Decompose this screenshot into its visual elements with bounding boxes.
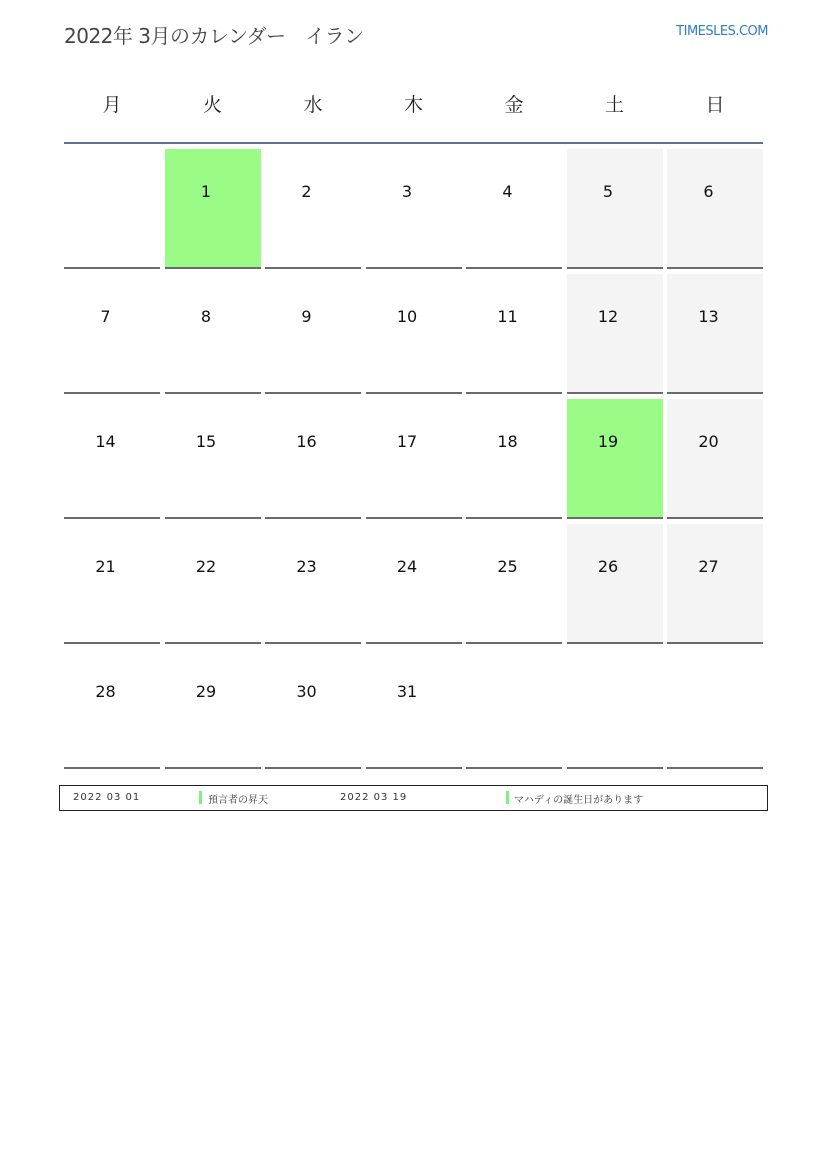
day-number: 25 <box>497 557 518 576</box>
calendar-cell-empty <box>667 649 763 769</box>
calendar-day-cell <box>64 274 160 394</box>
calendar-day-cell <box>366 524 462 644</box>
day-number: 3 <box>401 182 413 201</box>
weekday-sun: 日 <box>705 94 725 116</box>
legend-color-marker <box>199 791 202 804</box>
day-number: 16 <box>296 432 317 451</box>
day-number: 9 <box>301 307 312 326</box>
day-number: 29 <box>195 682 217 701</box>
day-number: 11 <box>497 307 518 326</box>
day-number: 4 <box>502 182 513 201</box>
calendar-day-cell <box>64 649 160 769</box>
calendar-day-cell <box>165 524 261 644</box>
day-number: 14 <box>95 432 116 451</box>
weekday-wed: 水 <box>303 94 323 116</box>
day-number: 28 <box>95 682 116 701</box>
day-number: 23 <box>296 557 317 576</box>
day-number: 2 <box>301 182 312 201</box>
weekday-mon: 月 <box>102 94 122 116</box>
calendar-day-cell <box>165 649 261 769</box>
calendar-day-cell <box>265 399 361 519</box>
page-title: 2022年 3月のカレンダー イラン <box>64 24 364 48</box>
weekday-thu: 木 <box>403 94 423 116</box>
weekday-header <box>64 90 763 120</box>
calendar-day-cell <box>165 399 261 519</box>
day-number: 13 <box>698 307 719 326</box>
calendar-day-cell <box>567 149 663 269</box>
weekday-tue: 火 <box>202 94 222 116</box>
day-number: 19 <box>597 432 619 451</box>
legend-holiday-name: マハディの誕生日があります <box>514 795 644 806</box>
calendar-cell-empty <box>567 649 663 769</box>
day-number: 31 <box>396 682 418 701</box>
day-number: 27 <box>698 557 719 576</box>
calendar-day-cell <box>265 524 361 644</box>
day-number: 12 <box>597 307 619 326</box>
calendar-cell-empty <box>466 649 562 769</box>
calendar-day-cell <box>265 149 361 269</box>
calendar-day-cell <box>165 274 261 394</box>
day-number: 8 <box>200 307 212 326</box>
holiday-legend <box>59 785 768 811</box>
calendar-day-cell <box>667 524 763 644</box>
legend-holiday-name: 預言者の昇天 <box>208 795 268 806</box>
day-number: 26 <box>597 557 619 576</box>
day-number: 21 <box>95 557 116 576</box>
weekday-sat: 土 <box>604 94 624 116</box>
calendar-day-cell <box>366 399 462 519</box>
day-number: 15 <box>195 432 217 451</box>
day-number: 17 <box>396 432 418 451</box>
calendar-day-cell <box>366 649 462 769</box>
calendar-day-cell <box>366 149 462 269</box>
weekday-fri: 金 <box>504 94 524 116</box>
legend-date: 2022 03 01 <box>73 792 141 803</box>
day-number: 30 <box>296 682 317 701</box>
calendar-day-cell <box>466 149 562 269</box>
calendar-day-cell <box>667 399 763 519</box>
calendar-day-cell <box>265 649 361 769</box>
day-number: 18 <box>497 432 518 451</box>
legend-color-marker <box>506 791 509 804</box>
calendar-day-cell <box>64 524 160 644</box>
calendar-day-cell <box>265 274 361 394</box>
calendar-day-cell <box>567 399 663 519</box>
brand-link[interactable]: TIMESLES.COM <box>676 24 768 39</box>
day-number: 5 <box>602 182 614 201</box>
calendar-day-cell <box>466 399 562 519</box>
day-number: 7 <box>100 307 111 326</box>
day-number: 20 <box>698 432 719 451</box>
day-number: 24 <box>396 557 418 576</box>
calendar-day-cell <box>567 274 663 394</box>
calendar-day-cell <box>366 274 462 394</box>
calendar-day-cell <box>466 274 562 394</box>
day-number: 1 <box>200 182 212 201</box>
calendar-day-cell <box>466 524 562 644</box>
day-number: 10 <box>396 307 418 326</box>
calendar-day-cell <box>567 524 663 644</box>
calendar-day-cell <box>165 149 261 269</box>
calendar-cell-empty <box>64 149 160 269</box>
calendar-day-cell <box>64 399 160 519</box>
header-divider <box>64 142 763 144</box>
legend-date: 2022 03 19 <box>340 792 408 803</box>
calendar-day-cell <box>667 149 763 269</box>
day-number: 6 <box>703 182 714 201</box>
calendar-day-cell <box>667 274 763 394</box>
day-number: 22 <box>195 557 217 576</box>
